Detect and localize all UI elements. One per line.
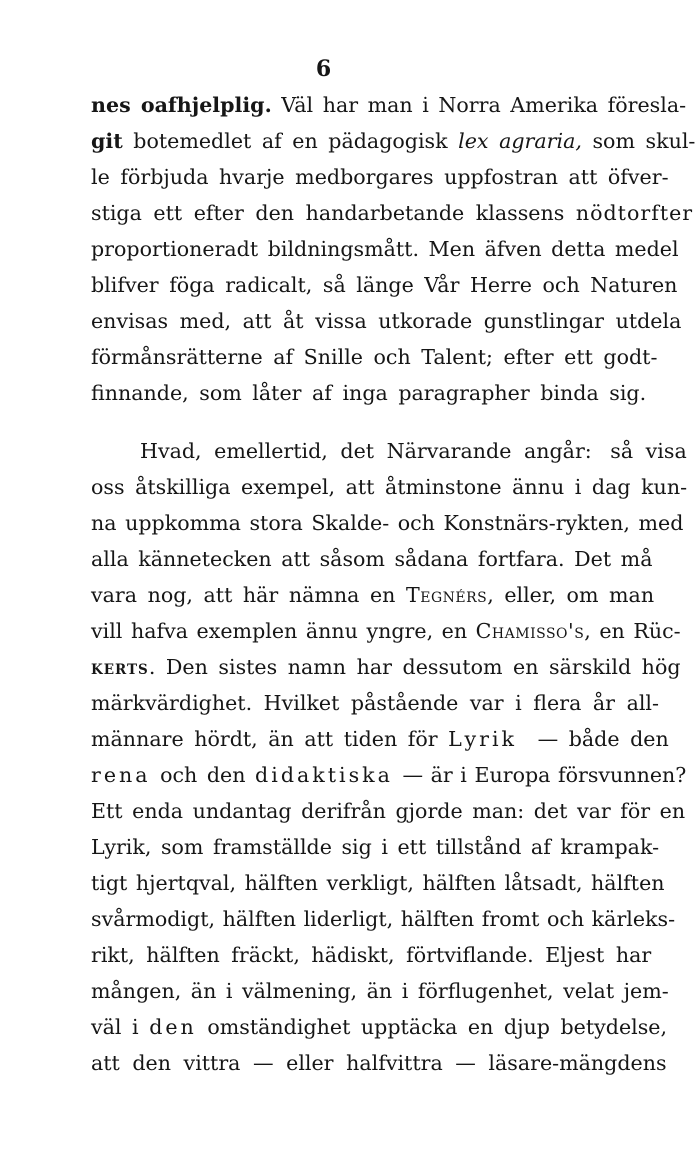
text-line bbox=[91, 902, 676, 936]
name-tegner: Tegnérs bbox=[405, 583, 488, 607]
text-line bbox=[91, 124, 695, 158]
text-line bbox=[91, 232, 679, 266]
text-line bbox=[91, 686, 659, 720]
text-segment: märkvärdighet. bbox=[91, 691, 253, 715]
text-segment: Lyrik, som framställde sig i ett tillstånd af krampak- bbox=[91, 835, 660, 859]
text-line bbox=[91, 614, 681, 648]
text-line bbox=[91, 722, 669, 756]
text-segment: svårmodigt, hälften liderligt, hälften fromt och kärleks- bbox=[91, 907, 676, 931]
text-segment: le bbox=[91, 165, 110, 189]
text-segment: botemedlet af en pädagogisk bbox=[133, 129, 448, 153]
text-segment: . Den sistes namn har dessutom en särskild hög bbox=[148, 655, 681, 679]
text-segment: förbjuda hvarje medborgares uppfostran att bbox=[120, 165, 598, 189]
text-segment: som skul- bbox=[592, 129, 695, 153]
text-line bbox=[91, 376, 647, 410]
text-line bbox=[91, 830, 660, 864]
spaced-word-rena: rena bbox=[91, 763, 151, 787]
text-segment: — är i Europa försvunnen? bbox=[402, 763, 687, 787]
text-segment: — både den bbox=[537, 727, 669, 751]
text-line bbox=[91, 470, 688, 504]
text-segment: förmånsrätterne af Snille och Talent; efter ett godt- bbox=[91, 345, 658, 369]
text-segment: , eller, om man bbox=[487, 583, 655, 607]
text-segment: så visa bbox=[610, 439, 687, 463]
spaced-word-lyrik: Lyrik bbox=[448, 727, 518, 751]
text-segment: rikt, hälften fräckt, hädiskt, förtviflande. bbox=[91, 943, 534, 967]
text-line bbox=[91, 88, 687, 122]
text-segment: stiga ett efter den handarbetande klassens bbox=[91, 201, 565, 225]
text-segment: omständighet upptäcka en djup betydelse, bbox=[207, 1015, 668, 1039]
italic-phrase: lex agraria, bbox=[458, 129, 582, 153]
text-segment: nödtorfter bbox=[575, 201, 694, 225]
name-ruckerts-end: KERTS bbox=[91, 662, 149, 678]
text-line bbox=[91, 268, 678, 302]
text-segment: Ett enda undantag derifrån gjorde man: det var för en bbox=[91, 799, 686, 823]
text-segment: väl i bbox=[91, 1015, 139, 1039]
text-line bbox=[91, 1046, 667, 1080]
text-segment: Hvad, emellertid, det Närvarande angår: bbox=[140, 439, 592, 463]
text-segment: blifver föga radicalt, så länge Vår Herre och Naturen bbox=[91, 273, 678, 297]
name-chamisso: Chamisso's bbox=[475, 619, 585, 643]
text-line bbox=[91, 866, 665, 900]
text-segment: männare hördt, än att tiden för bbox=[91, 727, 438, 751]
text-segment: finnande, som låter af inga paragrapher binda sig. bbox=[91, 381, 647, 405]
text-segment: Eljest har bbox=[545, 943, 652, 967]
text-line bbox=[91, 506, 684, 540]
text-line bbox=[91, 758, 687, 792]
text-line bbox=[91, 578, 655, 612]
text-segment: nes oafhjelplig. bbox=[91, 93, 272, 117]
text-segment: proportioneradt bildningsmått. bbox=[91, 237, 419, 261]
text-segment: envisas med, att åt vissa utkorade gunstlingar utdela bbox=[91, 309, 682, 333]
spaced-word-didaktiska: didaktiska bbox=[255, 763, 393, 787]
text-line bbox=[91, 650, 681, 684]
text-segment: mången, än i välmening, än i förflugenhet, velat jem- bbox=[91, 979, 669, 1003]
text-line bbox=[91, 938, 652, 972]
text-line bbox=[91, 1010, 668, 1044]
text-line bbox=[91, 196, 694, 230]
text-line bbox=[140, 434, 690, 468]
text-segment: alla kännetecken att såsom sådana fortfara. bbox=[91, 547, 565, 571]
text-segment: och den bbox=[160, 763, 246, 787]
text-segment: vill hafva exemplen ännu yngre, en bbox=[91, 619, 468, 643]
text-segment: vara nog, att här nämna en bbox=[91, 583, 396, 607]
text-segment: öfver- bbox=[607, 165, 669, 189]
text-segment: att den vittra — eller halfvittra — läsare-mängdens bbox=[91, 1051, 667, 1075]
text-segment: Men äfven detta medel bbox=[428, 237, 679, 261]
page-number: 6 bbox=[315, 56, 332, 82]
text-segment: Hvilket påstående var i flera år all- bbox=[263, 691, 659, 715]
text-line bbox=[91, 304, 682, 338]
text-segment: oss åtskilliga exempel, att åtminstone ännu i dag kun- bbox=[91, 475, 688, 499]
text-line bbox=[91, 340, 658, 374]
text-line bbox=[91, 794, 686, 828]
text-segment: tigt hjertqval, hälften verkligt, hälften låtsadt, hälften bbox=[91, 871, 665, 895]
spaced-word-den: den bbox=[149, 1015, 197, 1039]
text-line bbox=[91, 974, 669, 1008]
text-segment: , en Rüc- bbox=[584, 619, 681, 643]
text-segment: Väl har man i Norra Amerika föresla- bbox=[281, 93, 687, 117]
text-segment: na uppkomma stora Skalde- och Konstnärs-rykten, med bbox=[91, 511, 684, 535]
text-segment: Det må bbox=[574, 547, 653, 571]
text-line bbox=[91, 542, 653, 576]
text-segment: git bbox=[91, 129, 123, 153]
text-line bbox=[91, 160, 669, 194]
